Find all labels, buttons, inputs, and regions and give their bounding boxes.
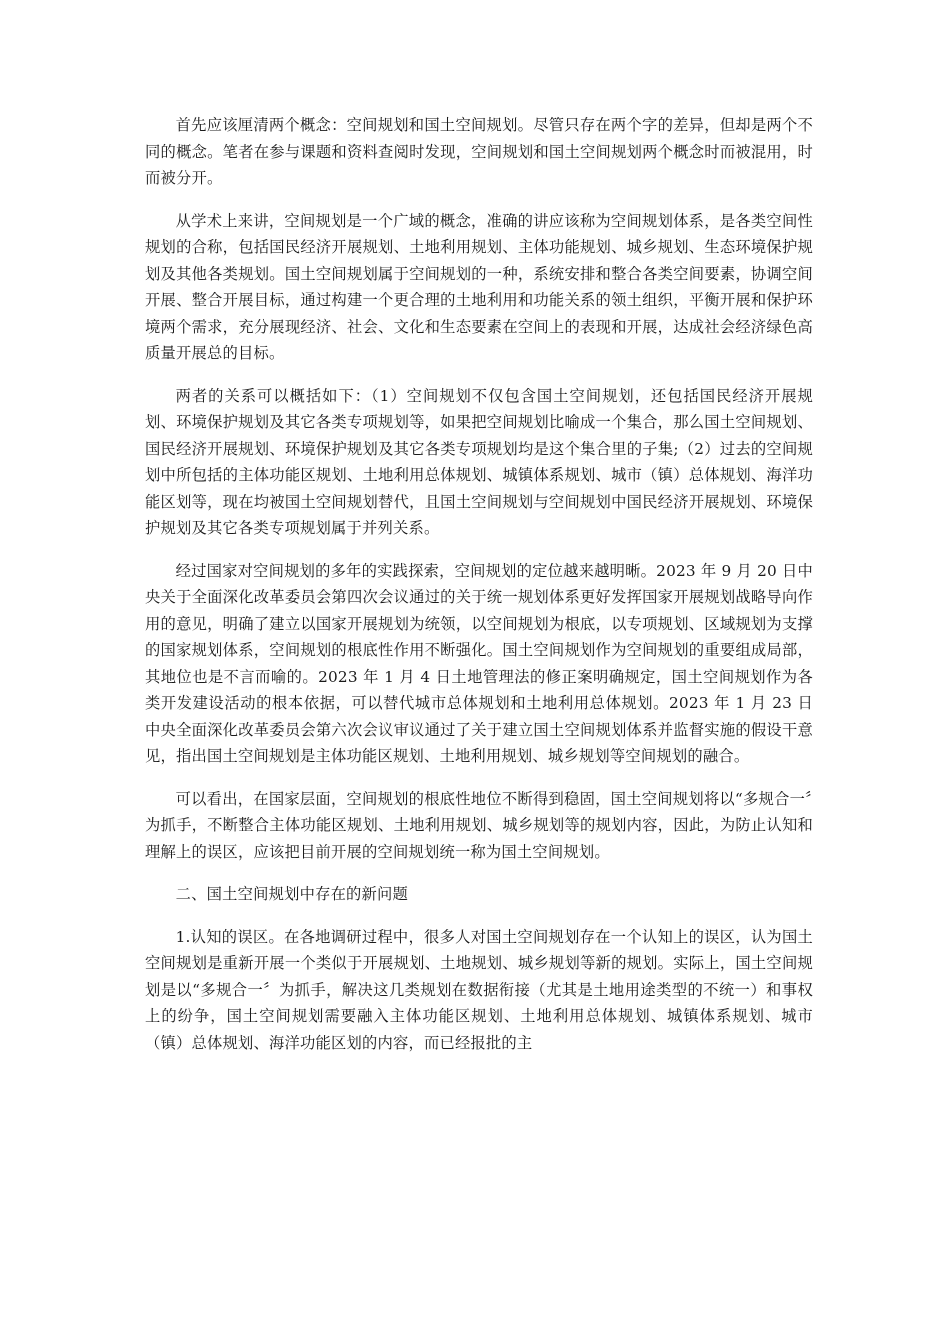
paragraph-national-practice: 经过国家对空间规划的多年的实践探索，空间规划的定位越来越明晰。2023 年 9 月 20 日中央关于全面深化改革委员会第四次会议通过的关于统一规划体系更好发挥国家开展规划战略导向作用的意见，明确了建立以国家开展规划为统领，以空间规划为根底，以专项规划、区域规划为支撑的国家规划体系，空间规划的根底性作用不断强化。国土空间规划作为空间规划的重要组成局部，其地位也是不言而喻的。2023 年 1 月 4 日土地管理法的修正案明确规定，国土空间规划作为各类开发建设活动的根本依据，可以替代城市总体规划和土地利用总体规划。2023 年 1 月 23 日中央全面深化改革委员会第六次会议审议通过了关于建立国土空间规划体系并监督实施的假设干意见，指出国土空间规划是主体功能区规划、土地利用规划、城乡规划等空间规划的融合。: [145, 561, 813, 765]
document-body: [145, 112, 813, 1072]
section-heading: 二、国土空间规划中存在的新问题: [175, 885, 409, 903]
paragraph-relationship: 两者的关系可以概括如下：（1）空间规划不仅包含国土空间规划，还包括国民经济开展规划、环境保护规划及其它各类专项规划等，如果把空间规划比喻成一个集合，那么国土空间规划、国民经济开展规划、环境保护规划及其它各类专项规划均是这个集合里的子集;（2）过去的空间规划中所包括的主体功能区规划、土地利用总体规划、城镇体系规划、城市（镇）总体规划、海洋功能区划等，现在均被国土空间规划替代，且国土空间规划与空间规划中国民经济开展规划、环境保护规划及其它各类专项规划属于并列关系。: [145, 386, 813, 537]
paragraph-cognitive-misconception: 1.认知的误区。在各地调研过程中，很多人对国土空间规划存在一个认知上的误区，认为国土空间规划是重新开展一个类似于开展规划、土地规划、城乡规划等新的规划。实际上，国土空间规划是以“多规合一〞为抓手，解决这几类规划在数据衔接（尤其是土地用途类型的不统一）和事权上的纷争，国土空间规划需要融入主体功能区规划、土地利用总体规划、城镇体系规划、城市（镇）总体规划、海洋功能区划的内容，而已经报批的主: [145, 927, 813, 1052]
paragraph-conclusion: 可以看出，在国家层面，空间规划的根底性地位不断得到稳固，国土空间规划将以“多规合一〞为抓手，不断整合主体功能区规划、土地利用规划、城乡规划等的规划内容，因此，为防止认知和理解上的误区，应该把目前开展的空间规划统一称为国土空间规划。: [145, 789, 813, 861]
paragraph-concepts: 首先应该厘清两个概念：空间规划和国土空间规划。尽管只存在两个字的差异，但却是两个不同的概念。笔者在参与课题和资料查阅时发现，空间规划和国土空间规划两个概念时而被混用，时而被分开。: [145, 116, 813, 187]
paragraph-academic-definition: 从学术上来讲，空间规划是一个广域的概念，准确的讲应该称为空间规划体系，是各类空间性规划的合称，包括国民经济开展规划、土地利用规划、主体功能规划、城乡规划、生态环境保护规划及其他各类规划。国土空间规划属于空间规划的一种，系统安排和整合各类空间要素，协调空间开展、整合开展目标，通过构建一个更合理的土地利用和功能关系的领土组织，平衡开展和保护环境两个需求，充分展现经济、社会、文化和生态要素在空间上的表现和开展，达成社会经济绿色高质量开展总的目标。: [145, 211, 813, 362]
